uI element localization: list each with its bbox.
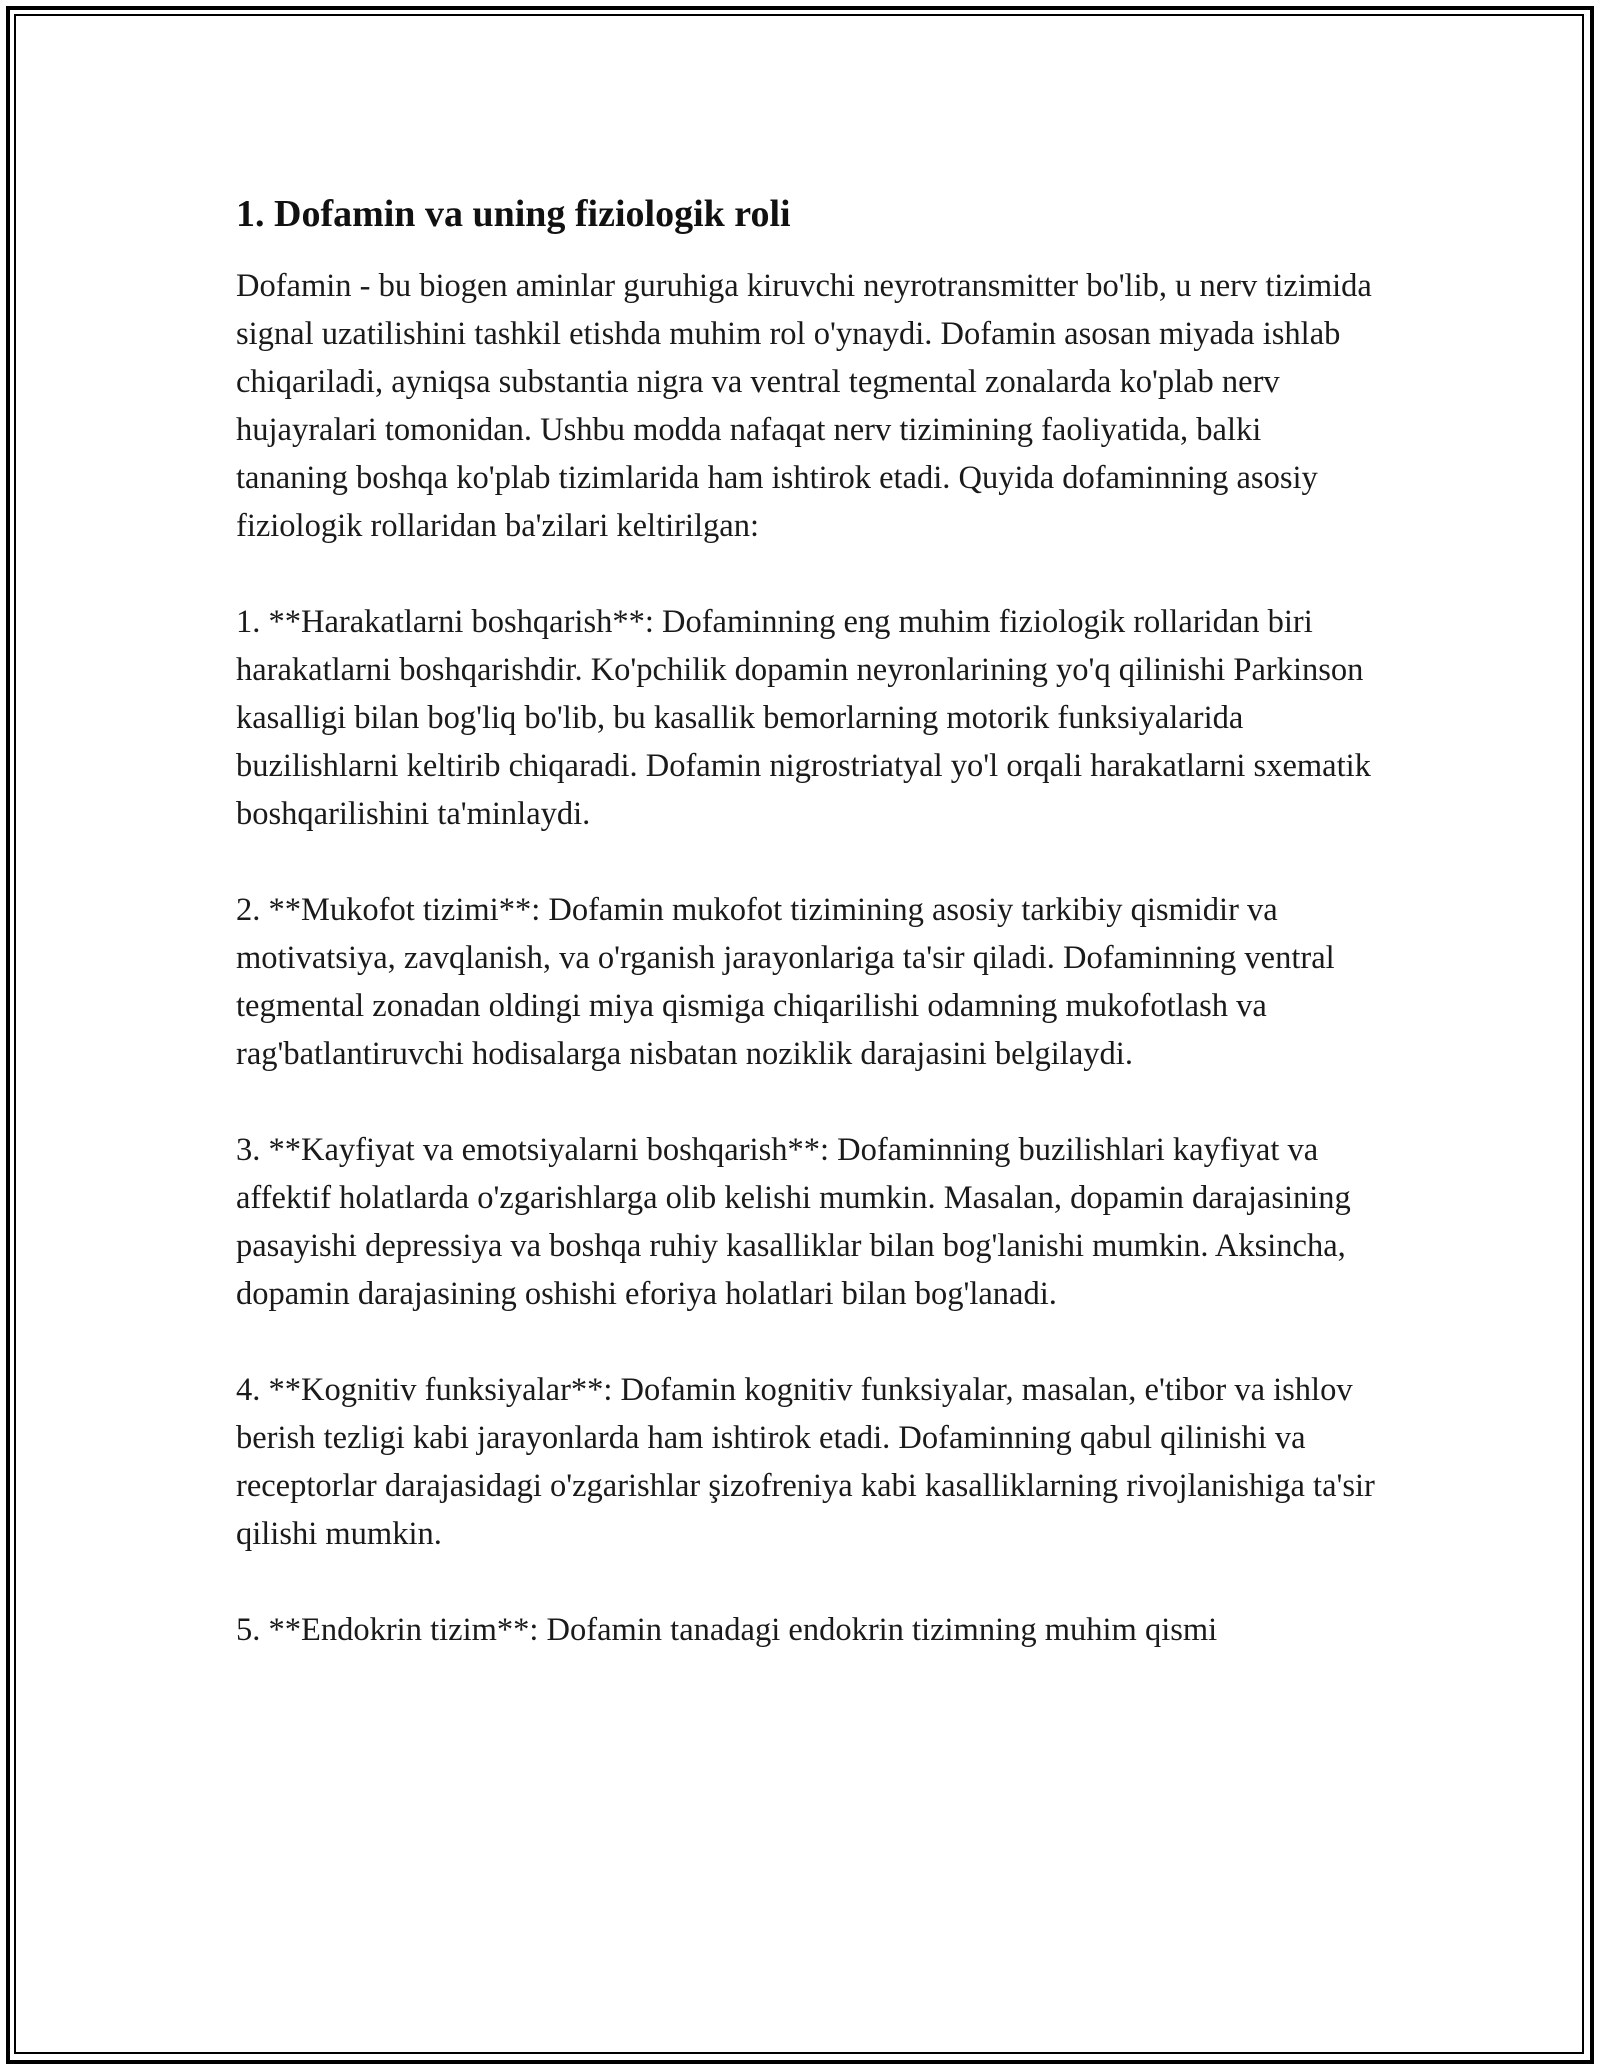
list-item-reward: 2. **Mukofot tizimi**: Dofamin mukofot tizimining asosiy tarkibiy qismidir va motivatsiya, zavqlanish, va o'rganish jarayonlariga ta'sir qiladi. Dofaminning ventral tegmental zonadan oldingi miya qismiga chiqarilishi odamning mukofotlash va rag'batlantiruvchi hodisalarga nisbatan noziklik darajasini belgilaydi. [236, 892, 1335, 1072]
list-item-endocrine: 5. **Endokrin tizim**: Dofamin tanadagi endokrin tizimning muhim qismi [236, 1612, 1218, 1648]
list-item-cognitive: 4. **Kognitiv funksiyalar**: Dofamin kognitiv funksiyalar, masalan, e'tibor va ishlov berish tezligi kabi jarayonlarda ham ishtirok etadi. Dofaminning qabul qilinishi va receptorlar darajasidagi o'zgarishlar şizofreniya kabi kasalliklarning rivojlanishiga ta'sir qilishi mumkin. [236, 1372, 1375, 1552]
section-heading: 1. Dofamin va uning fiziologik roli [236, 193, 791, 235]
list-item-movement: 1. **Harakatlarni boshqarish**: Dofaminning eng muhim fiziologik rollaridan biri harakatlarni boshqarishdir. Ko'pchilik dopamin neyronlarining yo'q qilinishi Parkinson kasalligi bilan bog'liq bo'lib, bu kasallik bemorlarning motorik funksiyalarida buzilishlarni keltirib chiqaradi. Dofamin nigrostriatyal yo'l orqali harakatlarni sxematik boshqarilishini ta'minlaydi. [236, 604, 1371, 832]
intro-paragraph: Dofamin - bu biogen aminlar guruhiga kiruvchi neyrotransmitter bo'lib, u nerv tizimida signal uzatilishini tashkil etishda muhim rol o'ynaydi. Dofamin asosan miyada ishlab chiqariladi, ayniqsa substantia nigra va ventral tegmental zonalarda ko'plab nerv hujayralari tomonidan. Ushbu modda nafaqat nerv tizimining faoliyatida, balki tananing boshqa ko'plab tizimlarida ham ishtirok etadi. Quyida dofaminning asosiy fiziologik rollaridan ba'zilari keltirilgan: [236, 268, 1372, 544]
list-item-mood: 3. **Kayfiyat va emotsiyalarni boshqarish**: Dofaminning buzilishlari kayfiyat va affektif holatlarda o'zgarishlarga olib kelishi mumkin. Masalan, dopamin darajasining pasayishi depressiya va boshqa ruhiy kasalliklar bilan bog'lanishi mumkin. Aksincha, dopamin darajasining oshishi eforiya holatlari bilan bog'lanadi. [236, 1132, 1351, 1312]
document-body [236, 190, 1376, 1654]
